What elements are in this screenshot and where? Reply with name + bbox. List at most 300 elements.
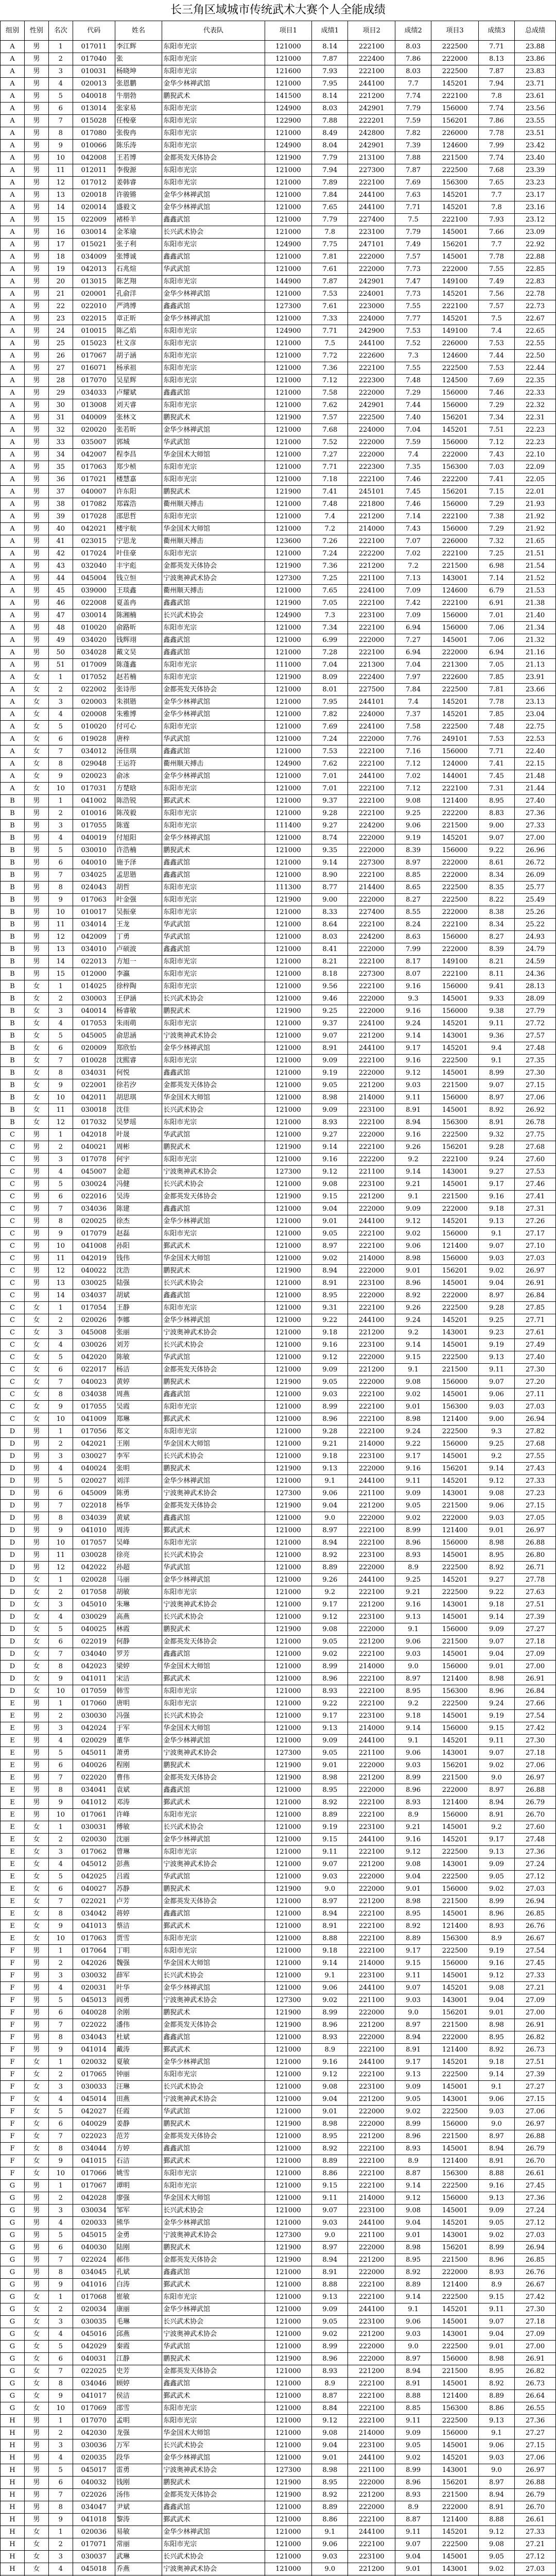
cell-team: 东阳市光宗 xyxy=(162,783,265,795)
cell-code: 020003 xyxy=(73,696,115,708)
cell-score1: 8.89 xyxy=(312,2501,348,2514)
cell-event3: 222500 xyxy=(431,41,478,53)
cell-name: 武琳 xyxy=(115,2551,162,2563)
cell-event3: 145201 xyxy=(431,1215,478,1228)
table-row xyxy=(1,350,556,362)
table-row xyxy=(1,263,556,276)
cell-group: H xyxy=(1,2514,25,2526)
table-row xyxy=(1,2514,556,2526)
cell-score3: 9.07 xyxy=(478,1240,514,1252)
header-event2: 项目2 xyxy=(348,21,395,41)
cell-name: 金勇 xyxy=(115,2229,162,2242)
table-row xyxy=(1,2093,556,2106)
cell-team: 金华少林禅武馆 xyxy=(162,770,265,783)
cell-score2: 9.06 xyxy=(395,1636,431,1648)
cell-group: F xyxy=(1,2167,25,2180)
cell-name: 宋洁 xyxy=(115,1673,162,1685)
cell-rank: 49 xyxy=(48,634,73,647)
cell-rank: 2 xyxy=(48,1314,73,1327)
header-code: 代码 xyxy=(73,21,115,41)
cell-code: 034009 xyxy=(73,251,115,263)
cell-total: 26.09 xyxy=(515,869,556,882)
cell-group: C xyxy=(1,1191,25,1203)
table-row xyxy=(1,362,556,375)
cell-score1: 8.49 xyxy=(312,127,348,140)
cell-score3: 9.38 xyxy=(478,1005,514,1018)
cell-rank: 3 xyxy=(48,1599,73,1611)
cell-team: 金华少林禅武馆 xyxy=(162,832,265,844)
cell-score2: 9.05 xyxy=(395,2093,431,2106)
cell-team: 金都英发天体协会 xyxy=(162,1364,265,1376)
cell-total: 26.88 xyxy=(515,1784,556,1797)
cell-total: 27.00 xyxy=(515,2341,556,2353)
cell-rank: 10 xyxy=(48,2167,73,2180)
table-row xyxy=(1,1685,556,1698)
table-row xyxy=(1,1339,556,1351)
cell-event2: 223000 xyxy=(348,300,395,313)
cell-rank: 7 xyxy=(48,2019,73,2031)
table-row xyxy=(1,53,556,65)
cell-total: 27.06 xyxy=(515,2106,556,2118)
cell-event3: 124600 xyxy=(431,140,478,152)
cell-total: 26.64 xyxy=(515,2390,556,2402)
cell-team: 金都英发天体协会 xyxy=(162,2130,265,2143)
cell-score2: 8.96 xyxy=(395,2130,431,2143)
cell-event2: 223100 xyxy=(348,1549,395,1562)
cell-group: D xyxy=(1,1512,25,1524)
cell-group: G xyxy=(1,2291,25,2303)
cell-total: 26.85 xyxy=(515,1908,556,1920)
table-row xyxy=(1,412,556,424)
cell-code: 020034 xyxy=(73,2303,115,2316)
cell-rank: 6 xyxy=(48,2477,73,2489)
cell-total: 21.16 xyxy=(515,647,556,659)
cell-group: A xyxy=(1,300,25,313)
cell-score1: 7.28 xyxy=(312,647,348,659)
cell-code: 017064 xyxy=(73,1945,115,1957)
cell-name: 胡子涵 xyxy=(115,350,162,362)
cell-group: F xyxy=(1,1945,25,1957)
cell-score1: 9.13 xyxy=(312,1722,348,1735)
cell-event3: 221500 xyxy=(431,820,478,832)
cell-rank: 8 xyxy=(48,1784,73,1797)
cell-score1: 8.93 xyxy=(312,1685,348,1698)
cell-rank: 15 xyxy=(48,968,73,980)
cell-group: A xyxy=(1,251,25,263)
cell-event1: 121000 xyxy=(265,943,311,956)
cell-score2: 9.26 xyxy=(395,1302,431,1314)
cell-team: 东阳市光宗 xyxy=(162,1116,265,1129)
cell-score1: 8.93 xyxy=(312,2365,348,2378)
cell-name: 胡哲 xyxy=(115,882,162,894)
cell-event1: 121000 xyxy=(265,622,311,634)
cell-gender: 男 xyxy=(24,832,48,844)
cell-score3: 9.02 xyxy=(478,1883,514,1895)
cell-score1: 9.00 xyxy=(312,894,348,906)
cell-score2: 7.3 xyxy=(395,350,431,362)
cell-group: B xyxy=(1,1055,25,1067)
cell-event2: 244100 xyxy=(348,2303,395,2316)
cell-total: 26.94 xyxy=(515,2242,556,2254)
cell-event2: 222000 xyxy=(348,436,395,449)
cell-score2: 9.02 xyxy=(395,1512,431,1524)
cell-team: 东阳市光宗 xyxy=(162,337,265,350)
cell-total: 25.22 xyxy=(515,919,556,931)
table-row xyxy=(1,1277,556,1290)
cell-score1: 7.94 xyxy=(312,164,348,177)
cell-name: 黄婷 xyxy=(115,1376,162,1388)
cell-total: 23.61 xyxy=(515,90,556,103)
cell-group: E xyxy=(1,1933,25,1945)
cell-event3: 221500 xyxy=(431,1364,478,1376)
cell-score2: 7.37 xyxy=(395,708,431,721)
cell-gender: 女 xyxy=(24,2390,48,2402)
cell-score2: 9.12 xyxy=(395,2192,431,2205)
cell-score1: 7.65 xyxy=(312,201,348,214)
cell-event3: 156000 xyxy=(431,1883,478,1895)
cell-score3: 8.99 xyxy=(478,1067,514,1079)
cell-event1: 121000 xyxy=(265,375,311,387)
cell-gender: 男 xyxy=(24,436,48,449)
cell-event1: 121000 xyxy=(265,1945,311,1957)
cell-event2: 242901 xyxy=(348,276,395,288)
cell-score2: 8.98 xyxy=(395,1413,431,1426)
cell-gender: 女 xyxy=(24,1092,48,1104)
cell-score2: 9.14 xyxy=(395,2180,431,2192)
cell-group: A xyxy=(1,585,25,597)
table-row xyxy=(1,609,556,622)
cell-total: 22.23 xyxy=(515,424,556,436)
cell-rank: 3 xyxy=(48,1154,73,1166)
cell-group: A xyxy=(1,362,25,375)
cell-gender: 女 xyxy=(24,2130,48,2143)
cell-gender: 男 xyxy=(24,2192,48,2205)
table-row xyxy=(1,1203,556,1215)
cell-event3: 156000 xyxy=(431,745,478,758)
cell-event3: 145001 xyxy=(431,2205,478,2217)
cell-gender: 女 xyxy=(24,1908,48,1920)
cell-team: 鑫鑫武馆 xyxy=(162,1203,265,1215)
cell-event1: 121000 xyxy=(265,1821,311,1834)
cell-code: 017024 xyxy=(73,548,115,560)
cell-score3: 7.12 xyxy=(478,436,514,449)
cell-rank: 8 xyxy=(48,2378,73,2390)
cell-score2: 7.48 xyxy=(395,375,431,387)
cell-event2: 242901 xyxy=(348,103,395,115)
cell-gender: 男 xyxy=(24,53,48,65)
cell-event2: 222000 xyxy=(348,2118,395,2130)
cell-score3: 9.01 xyxy=(478,2341,514,2353)
cell-event3: 145001 xyxy=(431,1388,478,1401)
cell-total: 23.42 xyxy=(515,140,556,152)
cell-score3: 8.97 xyxy=(478,1784,514,1797)
cell-event1: 121000 xyxy=(265,956,311,968)
table-row xyxy=(1,2489,556,2501)
cell-score2: 9.09 xyxy=(395,2427,431,2439)
cell-score1: 8.99 xyxy=(312,1401,348,1413)
cell-total: 23.13 xyxy=(515,696,556,708)
cell-total: 24.79 xyxy=(515,943,556,956)
cell-total: 23.04 xyxy=(515,708,556,721)
cell-name: 李瀛 xyxy=(115,968,162,980)
cell-event3: 143001 xyxy=(431,2563,478,2575)
cell-event1: 121000 xyxy=(265,1413,311,1426)
cell-rank: 13 xyxy=(48,1277,73,1290)
cell-code: 041010 xyxy=(73,1524,115,1537)
cell-team: 鹏猊武术 xyxy=(162,1463,265,1475)
cell-code: 034041 xyxy=(73,1784,115,1797)
cell-event1: 121900 xyxy=(265,412,311,424)
cell-group: C xyxy=(1,1129,25,1141)
cell-team: 鄞武武术 xyxy=(162,1413,265,1426)
cell-score3: 7.53 xyxy=(478,362,514,375)
cell-total: 27.51 xyxy=(515,1599,556,1611)
cell-gender: 男 xyxy=(24,2254,48,2266)
cell-team: 长兴武术协会 xyxy=(162,1104,265,1116)
cell-event1: 121000 xyxy=(265,1809,311,1821)
cell-rank: 37 xyxy=(48,486,73,498)
cell-group: D xyxy=(1,1426,25,1438)
cell-team: 鹏猊武术 xyxy=(162,2118,265,2130)
cell-total: 27.15 xyxy=(515,2439,556,2452)
cell-event1: 121900 xyxy=(265,560,311,572)
cell-team: 东阳市光宗 xyxy=(162,2538,265,2551)
cell-total: 27.06 xyxy=(515,2452,556,2464)
cell-event3: 222200 xyxy=(431,473,478,486)
cell-score3: 9.0 xyxy=(478,2118,514,2130)
cell-score2: 7.71 xyxy=(395,201,431,214)
cell-code: 045012 xyxy=(73,1858,115,1871)
table-row xyxy=(1,1933,556,1945)
cell-score2: 9.24 xyxy=(395,1426,431,1438)
cell-team: 鑫鑫武馆 xyxy=(162,943,265,956)
cell-rank: 1 xyxy=(48,1426,73,1438)
cell-gender: 女 xyxy=(24,1846,48,1858)
cell-code: 041018 xyxy=(73,2514,115,2526)
cell-score2: 7.73 xyxy=(395,263,431,276)
cell-team: 鄞武武术 xyxy=(162,1797,265,1809)
table-row xyxy=(1,2353,556,2365)
cell-score2: 7.52 xyxy=(395,337,431,350)
cell-rank: 11 xyxy=(48,1549,73,1562)
cell-score1: 9.04 xyxy=(312,1203,348,1215)
cell-score1: 9.17 xyxy=(312,1599,348,1611)
cell-event2: 222100 xyxy=(348,2538,395,2551)
cell-rank: 39 xyxy=(48,511,73,523)
cell-total: 27.26 xyxy=(515,1215,556,1228)
cell-score1: 8.89 xyxy=(312,2155,348,2167)
cell-name: 钟丽 xyxy=(115,2069,162,2081)
cell-score3: 8.91 xyxy=(478,2501,514,2514)
cell-code: 042018 xyxy=(73,1129,115,1141)
cell-name: 蔡洁 xyxy=(115,1920,162,1933)
cell-event3: 221500 xyxy=(431,1636,478,1648)
cell-score1: 9.03 xyxy=(312,1871,348,1883)
cell-code: 030033 xyxy=(73,2081,115,2093)
cell-group: A xyxy=(1,424,25,436)
cell-event2: 222100 xyxy=(348,2069,395,2081)
table-row xyxy=(1,1797,556,1809)
cell-event3: 143001 xyxy=(431,1858,478,1871)
cell-event3: 156000 xyxy=(431,1438,478,1450)
cell-event3: 145201 xyxy=(431,424,478,436)
cell-total: 27.63 xyxy=(515,1586,556,1599)
cell-name: 邱燕 xyxy=(115,2328,162,2341)
table-row xyxy=(1,1599,556,1611)
cell-total: 22.85 xyxy=(515,263,556,276)
cell-group: F xyxy=(1,2044,25,2056)
cell-score2: 7.87 xyxy=(395,164,431,177)
cell-gender: 男 xyxy=(24,1141,48,1154)
table-row xyxy=(1,560,556,572)
cell-score2: 8.92 xyxy=(395,1290,431,1302)
cell-event3: 121400 xyxy=(431,2044,478,2056)
cell-team: 衢州顺天搏击 xyxy=(162,535,265,548)
cell-code: 030014 xyxy=(73,609,115,622)
cell-event1: 141500 xyxy=(265,90,311,103)
cell-score1: 9.2 xyxy=(312,1586,348,1599)
cell-event1: 121000 xyxy=(265,1215,311,1228)
cell-score1: 7.81 xyxy=(312,251,348,263)
cell-score1: 9.08 xyxy=(312,1623,348,1636)
cell-event3: 222500 xyxy=(431,1055,478,1067)
cell-rank: 4 xyxy=(48,2328,73,2341)
cell-team: 东阳市光宗 xyxy=(162,140,265,152)
cell-total: 27.33 xyxy=(515,1475,556,1487)
cell-total: 27.30 xyxy=(515,1735,556,1747)
cell-group: F xyxy=(1,2155,25,2167)
cell-event2: 221200 xyxy=(348,1191,395,1203)
cell-gender: 女 xyxy=(24,1586,48,1599)
cell-total: 27.43 xyxy=(515,1463,556,1475)
cell-event2: 221200 xyxy=(348,2093,395,2106)
cell-total: 27.12 xyxy=(515,2551,556,2563)
cell-event2: 222100 xyxy=(348,1537,395,1549)
cell-gender: 女 xyxy=(24,1636,48,1648)
table-row xyxy=(1,745,556,758)
cell-group: A xyxy=(1,226,25,239)
cell-total: 23.83 xyxy=(515,65,556,78)
cell-gender: 男 xyxy=(24,1500,48,1512)
cell-gender: 男 xyxy=(24,1426,48,1438)
cell-event3: 222500 xyxy=(431,2538,478,2551)
cell-event2: 222100 xyxy=(348,2291,395,2303)
cell-group: D xyxy=(1,1475,25,1487)
cell-total: 26.97 xyxy=(515,2464,556,2477)
cell-score2: 8.89 xyxy=(395,1933,431,1945)
cell-rank: 13 xyxy=(48,189,73,201)
cell-total: 27.27 xyxy=(515,1623,556,1636)
cell-score2: 8.07 xyxy=(395,968,431,980)
cell-team: 鑫鑫武馆 xyxy=(162,214,265,226)
cell-score3: 9.05 xyxy=(478,2217,514,2229)
cell-score3: 9.1 xyxy=(478,2427,514,2439)
cell-name: 陆刚 xyxy=(115,2242,162,2254)
cell-event1: 121000 xyxy=(265,1475,311,1487)
cell-name: 吴峰 xyxy=(115,1537,162,1549)
cell-score1: 8.74 xyxy=(312,832,348,844)
cell-group: H xyxy=(1,2427,25,2439)
cell-event2: 227400 xyxy=(348,214,395,226)
cell-event3: 121400 xyxy=(431,2390,478,2402)
cell-group: D xyxy=(1,1660,25,1673)
cell-team: 华武武馆 xyxy=(162,1871,265,1883)
cell-score2: 8.85 xyxy=(395,869,431,882)
cell-total: 26.88 xyxy=(515,1537,556,1549)
cell-score1: 7.26 xyxy=(312,535,348,548)
cell-event2: 223100 xyxy=(348,1178,395,1191)
cell-score2: 7.02 xyxy=(395,770,431,783)
cell-total: 27.00 xyxy=(515,832,556,844)
cell-score3: 8.22 xyxy=(478,894,514,906)
table-row xyxy=(1,1055,556,1067)
cell-total: 27.79 xyxy=(515,1005,556,1018)
cell-event2: 222100 xyxy=(348,758,395,770)
cell-event3: 222500 xyxy=(431,1698,478,1710)
cell-team: 宁波奥神武术协会 xyxy=(162,2093,265,2106)
cell-team: 东阳市光宗 xyxy=(162,1302,265,1314)
cell-name: 孙阳 xyxy=(115,1240,162,1252)
table-row xyxy=(1,671,556,684)
cell-gender: 女 xyxy=(24,1413,48,1426)
cell-score2: 7.07 xyxy=(395,535,431,548)
cell-event1: 121000 xyxy=(265,473,311,486)
cell-score1: 7.62 xyxy=(312,758,348,770)
cell-group: H xyxy=(1,2551,25,2563)
cell-total: 22.05 xyxy=(515,473,556,486)
cell-event3: 145001 xyxy=(431,1178,478,1191)
cell-event2: 223100 xyxy=(348,1611,395,1623)
cell-score2: 8.9 xyxy=(395,2155,431,2167)
cell-rank: 11 xyxy=(48,164,73,177)
cell-code: 045015 xyxy=(73,2229,115,2242)
cell-name: 康丽 xyxy=(115,2303,162,2316)
cell-team: 华金国术大师馆 xyxy=(162,523,265,535)
cell-score1: 9.1 xyxy=(312,1970,348,1982)
cell-gender: 女 xyxy=(24,2353,48,2365)
cell-group: A xyxy=(1,745,25,758)
cell-score1: 9.37 xyxy=(312,795,348,807)
cell-score1: 9.04 xyxy=(312,1500,348,1512)
cell-name: 陈湘楠 xyxy=(115,609,162,622)
cell-event3: 156201 xyxy=(431,239,478,251)
cell-score3: 9.09 xyxy=(478,2205,514,2217)
cell-group: B xyxy=(1,943,25,956)
cell-team: 鑫鑫武馆 xyxy=(162,1648,265,1660)
cell-team: 东阳市光宗 xyxy=(162,399,265,412)
cell-gender: 男 xyxy=(24,2501,48,2514)
cell-code: 017068 xyxy=(73,2291,115,2303)
cell-score2: 9.02 xyxy=(395,1228,431,1240)
cell-event1: 121000 xyxy=(265,1364,311,1376)
cell-team: 宁波奥神武术协会 xyxy=(162,1166,265,1178)
cell-code: 030037 xyxy=(73,2551,115,2563)
cell-score3: 9.25 xyxy=(478,1314,514,1327)
table-row xyxy=(1,1215,556,1228)
cell-score2: 7.04 xyxy=(395,424,431,436)
table-row xyxy=(1,1116,556,1129)
cell-event1: 121000 xyxy=(265,931,311,943)
cell-name: 朱雨萌 xyxy=(115,1018,162,1030)
cell-event3: 145201 xyxy=(431,288,478,300)
cell-score3: 7.31 xyxy=(478,783,514,795)
cell-group: F xyxy=(1,2130,25,2143)
cell-name: 任梭豪 xyxy=(115,115,162,127)
cell-team: 华武武馆 xyxy=(162,2106,265,2118)
cell-total: 27.45 xyxy=(515,1957,556,1970)
cell-score1: 8.87 xyxy=(312,2390,348,2402)
cell-code: 034042 xyxy=(73,1908,115,1920)
